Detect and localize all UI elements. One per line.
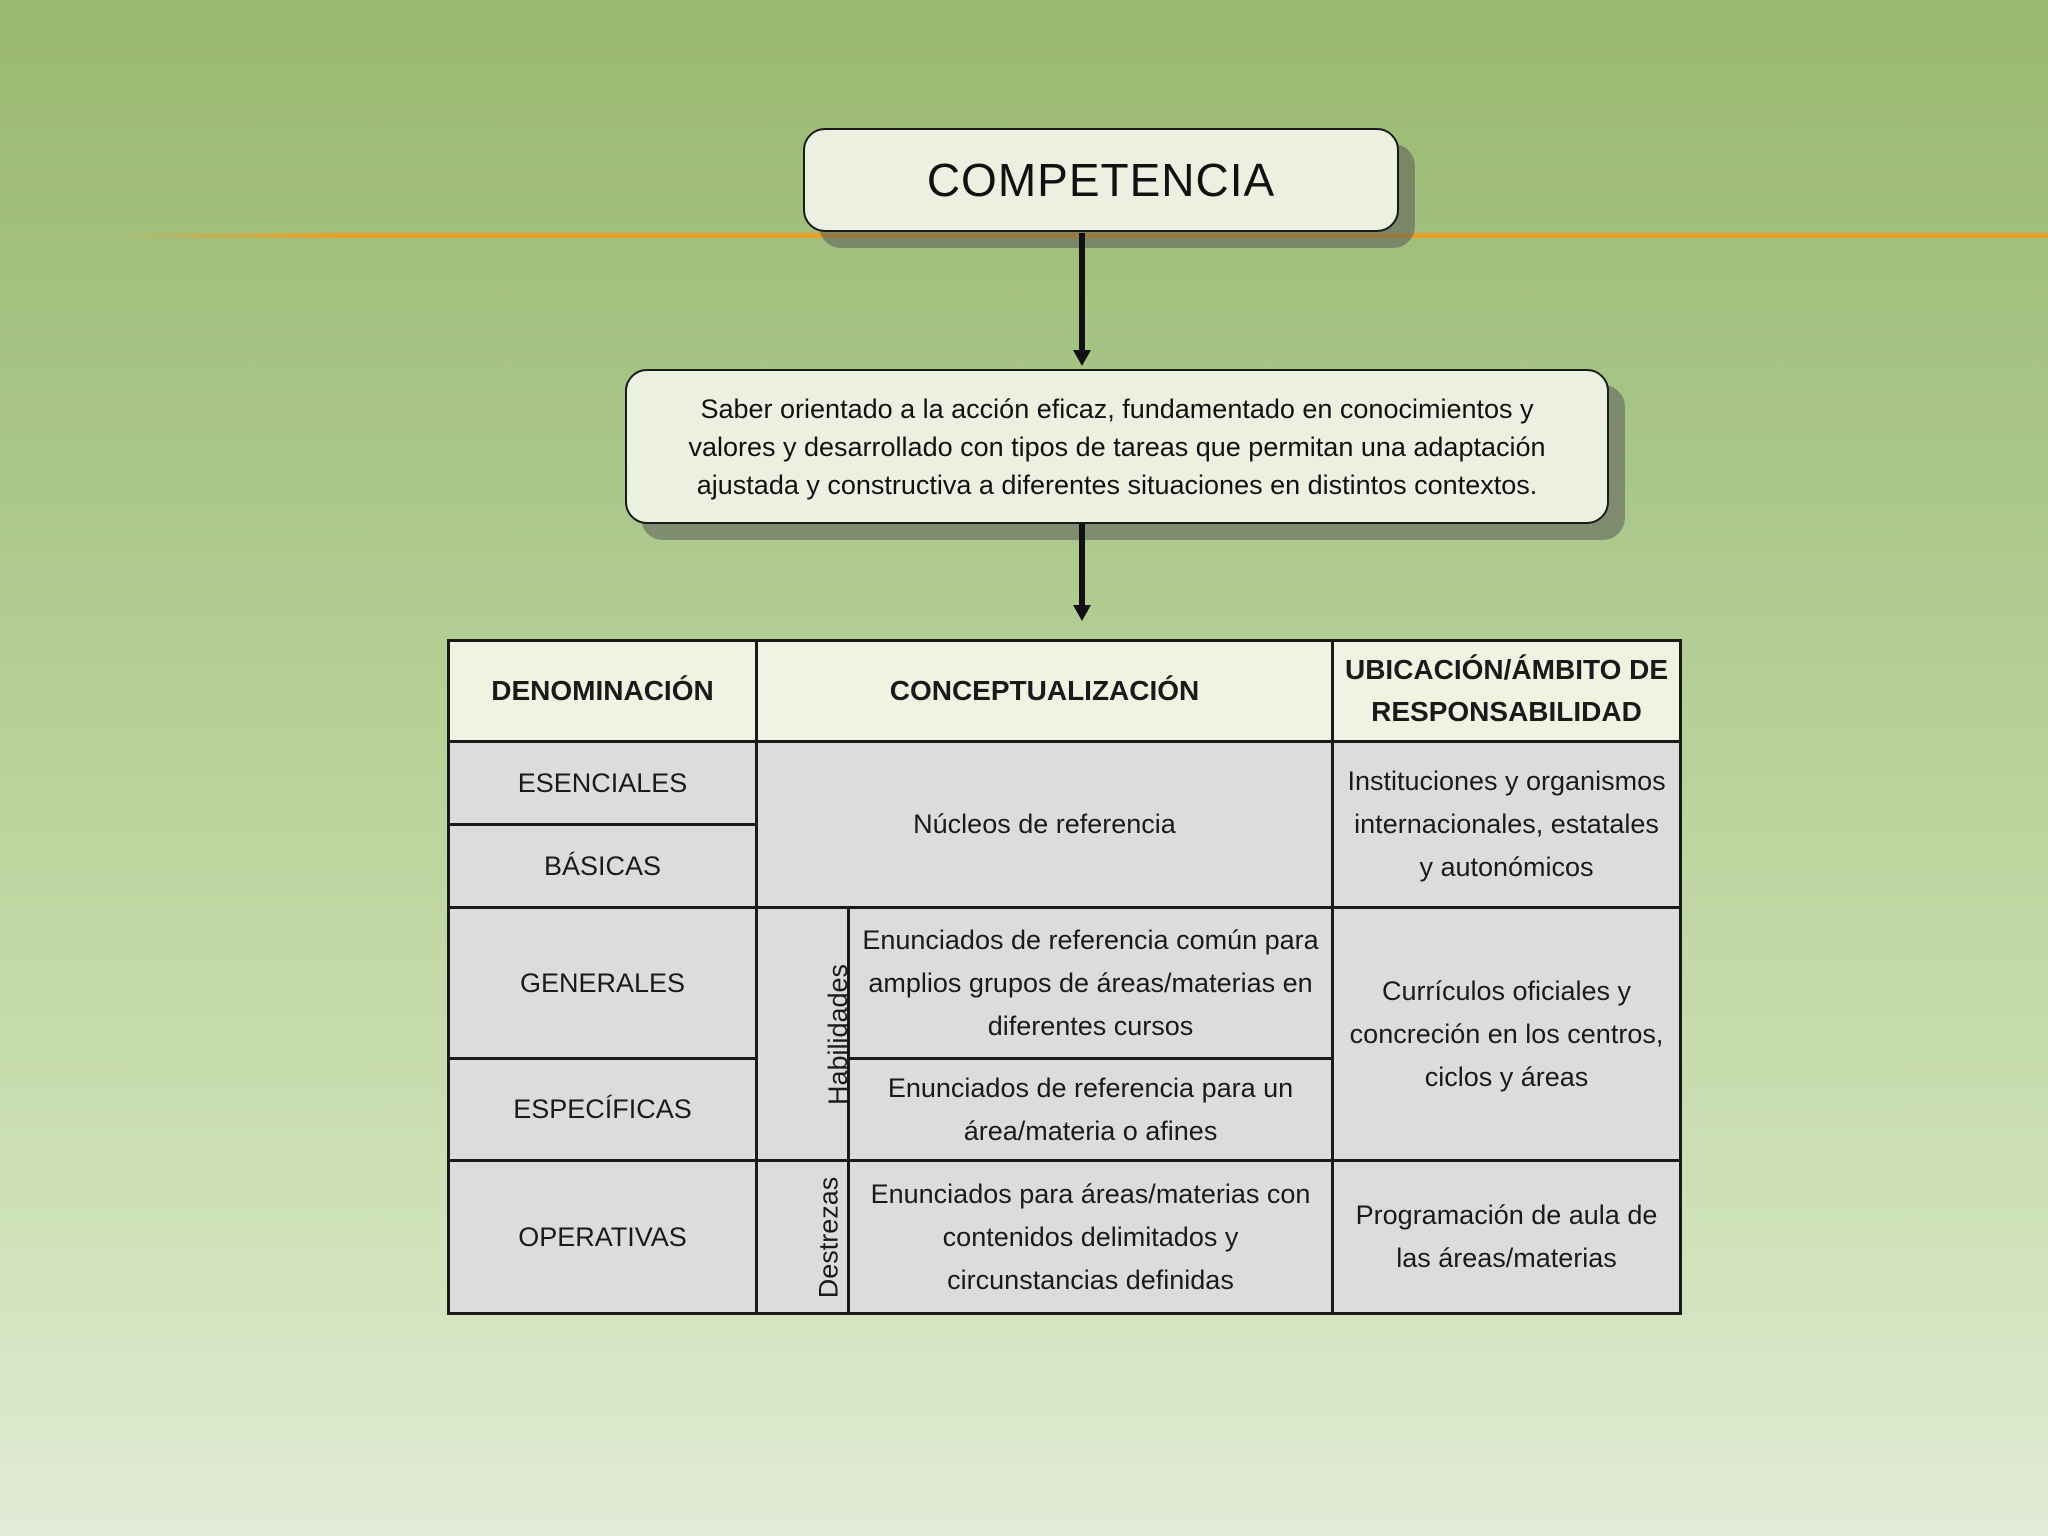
- definition-box: [625, 369, 1609, 524]
- header-conceptualizacion: CONCEPTUALIZACIÓN: [757, 641, 1333, 742]
- table-row: [449, 908, 1681, 1059]
- definition-text: Saber orientado a la acción eficaz, fundamentado en conocimientos y valores y desarrollado con tipos de tareas que permitan una adaptación ajustada y constructiva a diferentes situaciones en distintos contextos.: [688, 393, 1546, 500]
- competence-table: [447, 639, 1682, 1315]
- cell-nucleos: Núcleos de referencia: [757, 742, 1333, 908]
- cell-destrezas: [757, 1161, 849, 1314]
- destrezas-label: Destrezas: [813, 1176, 844, 1298]
- arrow-head-2: [1073, 605, 1091, 621]
- cell-operativas: OPERATIVAS: [449, 1161, 757, 1314]
- arrow-definition-to-table: [1079, 524, 1085, 606]
- cell-esenciales: ESENCIALES: [449, 742, 757, 825]
- table-row: [449, 742, 1681, 825]
- cell-habilidades: [757, 908, 854, 1161]
- habilidades-label: Habilidades: [823, 963, 854, 1105]
- table-row: [449, 1161, 1681, 1314]
- arrow-head-1: [1073, 350, 1091, 366]
- cell-enunciados-area: Enunciados de referencia para un área/materia o afines: [849, 1059, 1333, 1161]
- cell-generales: GENERALES: [449, 908, 757, 1059]
- title-box: [803, 128, 1399, 232]
- arrow-title-to-definition: [1079, 233, 1085, 351]
- title-text: COMPETENCIA: [926, 154, 1276, 206]
- cell-instituciones: Instituciones y organismos internacionales, estatales y autonómicos: [1333, 742, 1681, 908]
- cell-curriculos: Currículos oficiales y concreción en los centros, ciclos y áreas: [1333, 908, 1681, 1161]
- header-denominacion: DENOMINACIÓN: [449, 641, 757, 742]
- cell-programacion: Programación de aula de las áreas/materias: [1333, 1161, 1681, 1314]
- cell-enunciados-comun: Enunciados de referencia común para amplios grupos de áreas/materias en diferentes cursos: [849, 908, 1333, 1059]
- header-ubicacion: UBICACIÓN/ÁMBITO DE RESPONSABILIDAD: [1333, 641, 1681, 742]
- cell-especificas: ESPECÍFICAS: [449, 1059, 757, 1161]
- cell-enunciados-contenidos: Enunciados para áreas/materias con contenidos delimitados y circunstancias definidas: [849, 1161, 1333, 1314]
- header-row: [449, 641, 1681, 742]
- cell-basicas: BÁSICAS: [449, 825, 757, 908]
